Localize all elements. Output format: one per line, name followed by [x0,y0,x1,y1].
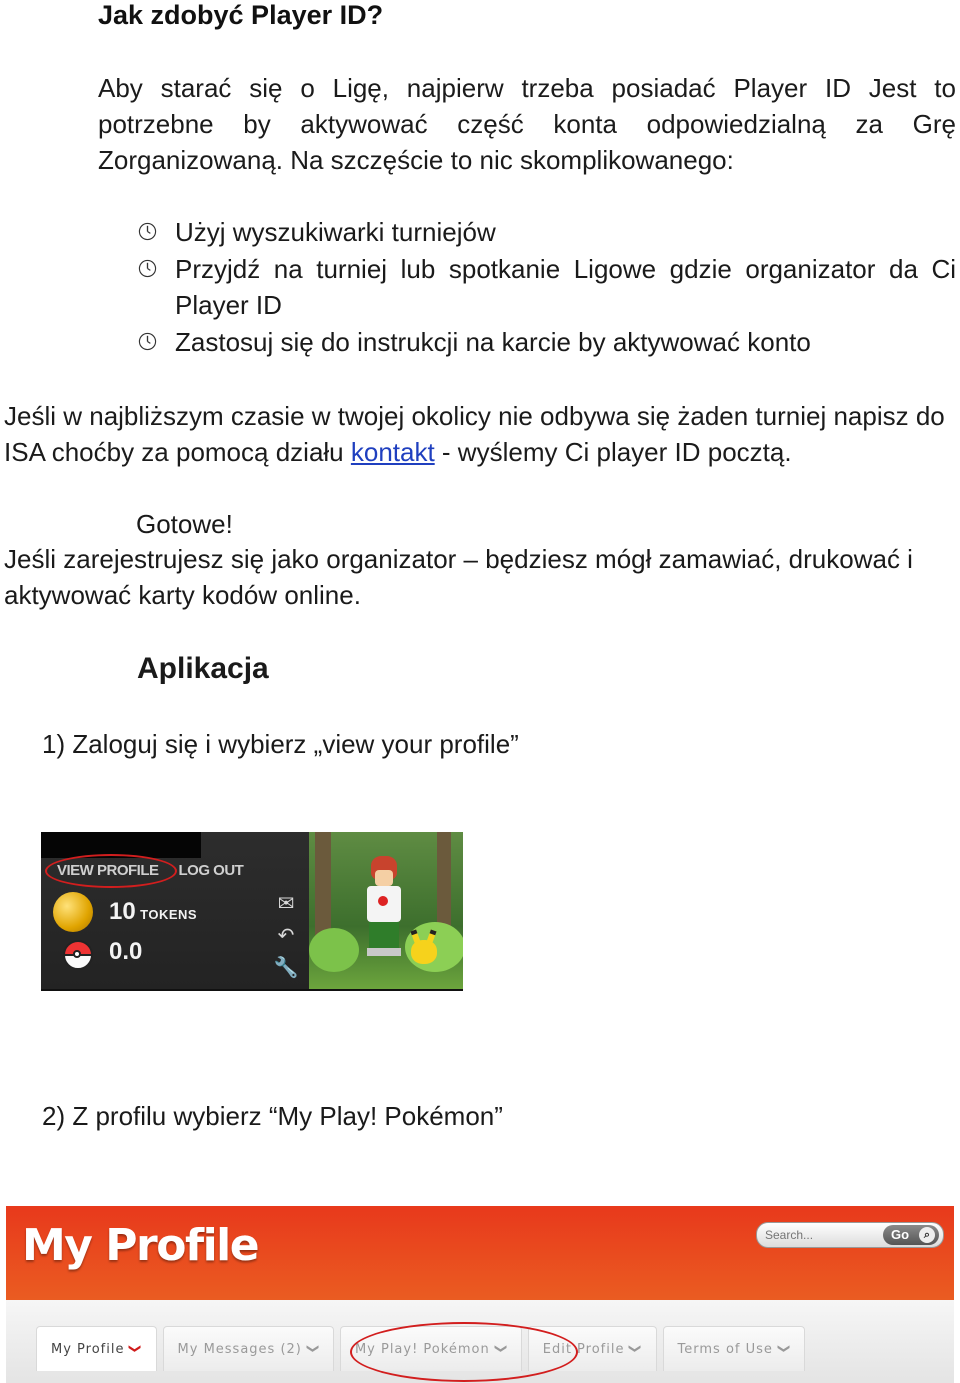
search-box [756,1222,944,1248]
bullet-item [138,214,956,250]
note-text-end: - wyślemy Ci player ID pocztą. [434,437,792,467]
highlight-ring [45,854,177,888]
trainer-shorts [369,922,399,948]
chevron-down-icon: ❯ [494,1343,509,1355]
tab-label: Terms of Use [677,1342,773,1357]
mail-icon[interactable]: ✉ [277,893,295,915]
done-text: Gotowe! [136,509,233,539]
highlight-ring [350,1322,578,1382]
log-out-link[interactable]: LOG OUT [178,862,244,879]
my-profile-title: My Profile [22,1220,259,1271]
bullet-text: Zastosuj się do instrukcji na karcie by aktywować konto [175,327,811,357]
chevron-down-icon: ❯ [629,1343,644,1355]
search-go-label: Go [891,1227,910,1242]
clock-icon [138,222,157,241]
tab-my-messages[interactable] [163,1326,334,1371]
trainer-shirt [367,886,401,922]
search-icon: ⌕ [919,1227,935,1243]
tab-label: My Messages (2) [177,1342,302,1357]
score-value: 0.0 [109,938,143,965]
bullet-item [138,324,956,360]
chevron-down-icon: ❯ [306,1343,321,1355]
chevron-down-icon: ❯ [777,1343,792,1355]
search-go-button[interactable] [883,1225,939,1245]
step-1-text: 1) Zaloguj się i wybierz „view your profile” [42,729,519,759]
token-coin-icon [53,892,93,932]
clock-icon [138,332,157,351]
return-arrow-icon[interactable]: ↶ [277,925,295,947]
search-input[interactable] [765,1226,877,1244]
tab-my-profile[interactable] [36,1326,157,1371]
tab-label: My Profile [51,1342,125,1357]
bullet-text: Użyj wyszukiwarki turniejów [175,217,496,247]
note-text: Jeśli w najbliższym czasie w twojej okolicy nie odbywa się żaden turniej napisz do ISA choćby za pomocą działu [4,401,945,467]
bullet-item [138,251,956,323]
trainer-shoes [367,948,401,956]
clock-icon [138,259,157,278]
pokeball-icon [63,940,93,970]
pikachu-sprite [411,940,437,964]
tokens-display [109,898,197,926]
side-icons [273,892,303,988]
page-title: Jak zdobyć Player ID? [98,0,384,30]
intro-paragraph: Aby starać się o Ligę, najpierw trzeba posiadać Player ID Jest to potrzebne by aktywować część konta odpowiedzialną za Grę Zorganizowaną. Na szczęście to nic skomplikowanego: [98,73,956,175]
bush [309,928,359,972]
tab-label: Edit Profile [542,1342,625,1357]
organizer-paragraph: Jeśli zarejestrujesz się jako organizator – będziesz mógł zamawiać, drukować i aktywować karty kodów online. [4,544,913,610]
view-profile-link[interactable]: VIEW PROFILE [57,862,159,879]
tokens-label: TOKENS [140,907,198,922]
wrench-icon[interactable]: 🔧 [273,957,299,979]
contact-link[interactable]: kontakt [350,437,435,467]
contact-note [4,398,956,470]
account-panel [41,832,309,989]
account-widget-screenshot [41,832,463,991]
my-profile-screenshot [6,1206,954,1383]
bullet-text: Przyjdź na turniej lub spotkanie Ligowe gdzie organizator da Ci Player ID [175,254,956,320]
tokens-value: 10 [109,898,136,925]
section-heading: Aplikacja [137,652,269,685]
tab-terms-of-use[interactable] [663,1326,805,1371]
tab-label: My Play! Pokémon [354,1342,490,1357]
trainer-face [375,870,393,886]
bullet-list [138,214,956,361]
step-2-text: 2) Z profilu wybierz “My Play! Pokémon” [42,1101,503,1131]
chevron-down-icon: ❯ [129,1343,143,1355]
avatar-scene-image [309,832,463,989]
